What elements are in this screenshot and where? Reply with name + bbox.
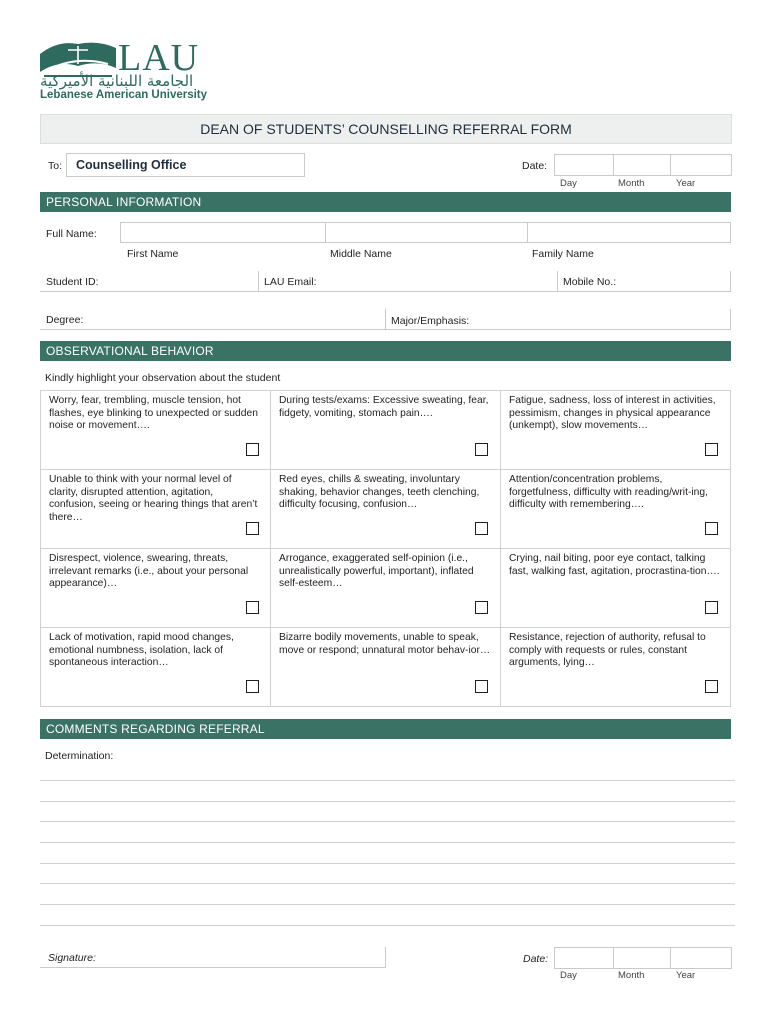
id-email-mobile-row [40,271,731,292]
comment-line[interactable] [40,925,735,926]
signature-date-label: Date: [523,953,549,965]
signature-date-field[interactable] [554,947,732,969]
observation-cell: Unable to think with your normal level of clarity, disrupted attention, agitation, confusion, seeing or hearing things that aren’t there… [41,470,271,549]
observation-checkbox[interactable] [475,680,488,693]
determination-label: Determination: [45,750,114,762]
mobile-field[interactable]: Mobile No.: [563,276,617,288]
section-observational-behavior: OBSERVATIONAL BEHAVIOR [40,341,731,361]
observation-checkbox[interactable] [705,601,718,614]
degree-major-row [40,309,731,330]
observation-cell: Worry, fear, trembling, muscle tension, hot flashes, eye blinking to unexpected or sudden noise or movement…. [41,391,271,470]
observation-checkbox[interactable] [246,443,259,456]
observation-checkbox[interactable] [705,522,718,535]
full-name-field[interactable] [120,222,731,243]
to-label: To: [48,160,63,172]
observation-checkbox[interactable] [475,522,488,535]
observation-cell: Arrogance, exaggerated self-opinion (i.e., unrealistically powerful, important), inflated self-esteem… [271,549,501,628]
date-field[interactable] [554,154,732,176]
lau-email-field[interactable]: LAU Email: [264,276,317,288]
section-personal-information: PERSONAL INFORMATION [40,192,731,212]
comment-line[interactable] [40,863,735,864]
observation-cell: Resistance, rejection of authority, refusal to comply with requests or rules, constant arguments, lying… [509,632,706,668]
observation-checkbox[interactable] [246,522,259,535]
to-value: Counselling Office [76,158,187,172]
degree-field[interactable]: Degree: [46,314,84,326]
signature-year-label: Year [676,970,696,981]
first-name-label: First Name [127,248,179,260]
observation-cell: During tests/exams: Excessive sweating, fear, fidgety, vomiting, stomach pain…. [271,391,501,470]
observation-checkbox[interactable] [475,601,488,614]
observation-cell: Fatigue, sadness, loss of interest in activities, pessimism, changes in physical appearance (unkempt), slow movements… [501,391,730,470]
family-name-label: Family Name [532,248,594,260]
lau-logo-text: LAU [118,37,200,79]
observation-cell: Disrespect, violence, swearing, threats, irrelevant remarks (i.e., about your personal appearance)… [41,549,271,628]
comment-line[interactable] [40,801,735,802]
form-title: DEAN OF STUDENTS’ COUNSELLING REFERRAL FORM [40,114,732,144]
comment-line[interactable] [40,821,735,822]
observation-cell: Bizarre bodily movements, unable to speak, move or respond; unnatural motor behav-ior… [271,628,501,706]
date-month-label: Month [618,178,645,189]
date-day-label: Day [560,178,577,189]
observation-checkbox[interactable] [246,680,259,693]
observation-cell: Crying, nail biting, poor eye contact, talking fast, walking fast, agitation, procrastina-tion…. [501,549,730,628]
observation-checkbox[interactable] [475,443,488,456]
signature-label: Signature: [48,952,96,964]
comment-line[interactable] [40,883,735,884]
to-field[interactable] [66,153,305,177]
comment-line[interactable] [40,780,735,781]
signature-month-label: Month [618,970,645,981]
date-year-label: Year [676,178,696,189]
observation-cell: Attention/concentration problems, forgetfulness, difficulty with reading/writ-ing, difficulty with remembering…. [501,470,730,549]
full-name-label: Full Name: [46,228,97,240]
major-field[interactable]: Major/Emphasis: [391,315,470,327]
signature-field[interactable] [40,947,386,968]
middle-name-label: Middle Name [330,248,392,260]
signature-day-label: Day [560,970,577,981]
observation-cell: Lack of motivation, rapid mood changes, emotional numbness, isolation, lack of spontaneous interaction… [41,628,271,706]
lau-logo-arabic: الجامعة اللبنانية الأميركية [40,72,194,90]
observation-cell: Red eyes, chills & sweating, involuntary shaking, behavior changes, teeth clenching, difficulty focusing, confusion… [271,470,501,549]
observation-checkbox[interactable] [705,443,718,456]
observation-checkbox[interactable] [705,680,718,693]
comment-line[interactable] [40,842,735,843]
observation-grid [40,390,731,707]
lau-logo-english: Lebanese American University [40,89,208,101]
student-id-field[interactable]: Student ID: [46,276,99,288]
comment-line[interactable] [40,904,735,905]
section-comments-regarding-referral: COMMENTS REGARDING REFERRAL [40,719,731,739]
date-label: Date: [522,160,548,172]
observation-instruction: Kindly highlight your observation about the student [45,372,281,384]
observation-checkbox[interactable] [246,601,259,614]
